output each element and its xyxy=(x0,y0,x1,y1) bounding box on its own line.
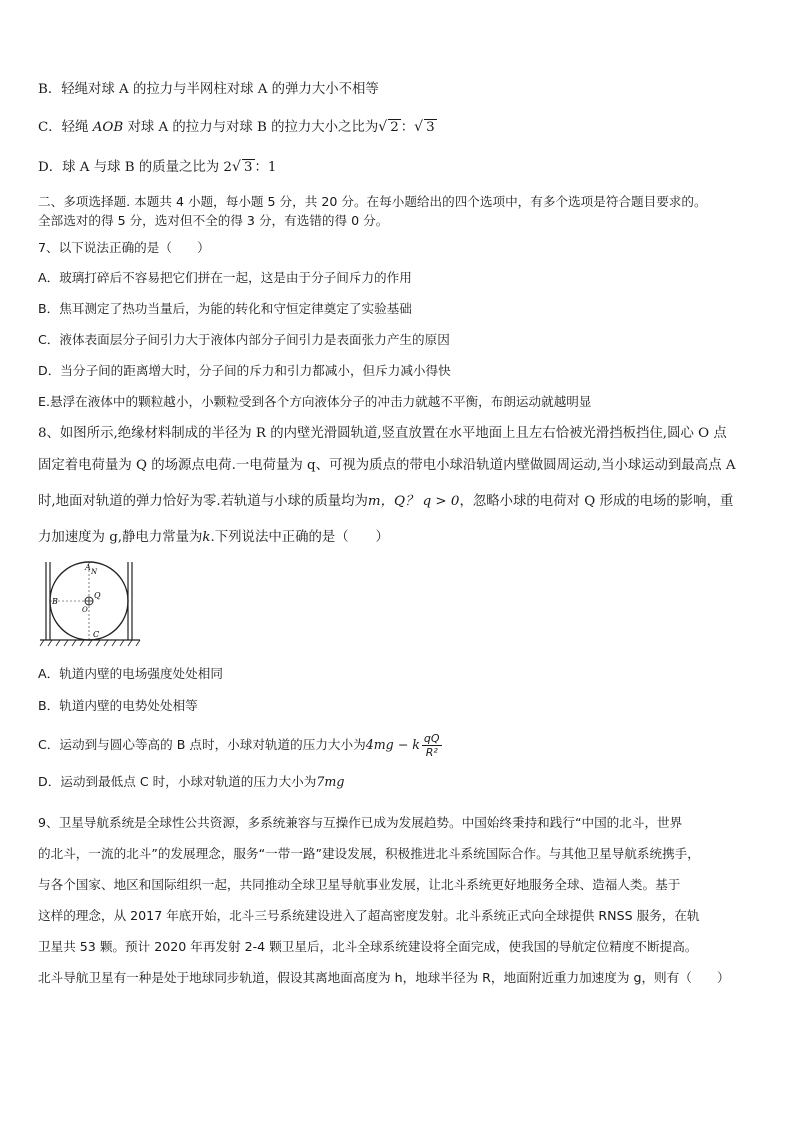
q8-stem-line2: 固定着电荷量为 Q 的场源点电荷.一电荷量为 q、可视为质点的带电小球沿轨道内壁做圆周运动,当小球运动到最高点 A xyxy=(38,458,736,473)
q8-option-c xyxy=(38,732,444,759)
q8-k-symbol: k xyxy=(202,530,211,545)
q6-option-d xyxy=(38,158,276,178)
q7-option-e: E.悬浮在液体中的颗粒越小，小颗粒受到各个方向液体分子的冲击力就越不平衡，布朗运动就越明显 xyxy=(38,394,592,409)
q7-option-c: C．液体表面层分子间引力大于液体内部分子间引力是表面张力产生的原因 xyxy=(38,332,450,347)
sqrt-2: √ 2 xyxy=(378,118,401,138)
q8-option-d-text: D．运动到最低点 C 时，小球对轨道的压力大小为 xyxy=(38,774,317,789)
q6-option-b: B．轻绳对球 A 的拉力与半网柱对球 A 的弹力大小不相等 xyxy=(38,82,379,97)
q9-stem-line6: 北斗导航卫星有一种是处于地球同步轨道，假设其离地面高度为 h，地球半径为 R，地面附近重力加速度为 g，则有（ ） xyxy=(38,970,730,985)
ratio-separator: ： xyxy=(400,120,415,135)
sqrt-3-d: √ 3 xyxy=(232,158,255,178)
q9-stem-line2: 的北斗，一流的北斗”的发展理念，服务“一带一路”建设发展，积极推进北斗系统国际合作。与其他卫星导航系统携手， xyxy=(38,846,700,861)
q8-option-a: A．轨道内壁的电场强度处处相同 xyxy=(38,666,223,681)
label-a: A xyxy=(85,563,91,572)
q7-stem: 7、以下说法正确的是（ ） xyxy=(38,240,210,255)
q8-stem-line3 xyxy=(38,492,733,512)
q9-stem-line5: 卫星共 53 颗。预计 2020 年再发射 2-4 颗卫星后，北斗全球系统建设将全面完成，使我国的导航定位精度不断提高。 xyxy=(38,939,698,954)
q6-option-c-text: 对球 A 的拉力与对球 B 的拉力大小之比为 xyxy=(123,120,379,135)
q9-stem-line4: 这样的理念，从 2017 年底开始，北斗三号系统建设进入了超高密度发射。北斗系统正式向全球提供 RNSS 服务，在轨 xyxy=(38,908,700,923)
label-c: C xyxy=(93,630,100,639)
q8-option-d-formula: 7mg xyxy=(316,774,345,789)
q8-line3-text: 时,地面对轨道的弹力恰好为零.若轨道与小球的质量均为 xyxy=(38,494,368,509)
circular-track-figure xyxy=(38,558,148,652)
q8-stem-line1: 8、如图所示,绝缘材料制成的半径为 R 的内壁光滑圆轨道,竖直放置在水平地面上且左右恰被光滑挡板挡住,圆心 O 点 xyxy=(38,426,727,441)
q6-option-d-suffix: ：1 xyxy=(254,160,277,175)
section-2-heading: 二、多项选择题. 本题共 4 小题，每小题 5 分，共 20 分。在每小题给出的四个选项中，有多个选项是符合题目要求的。 xyxy=(38,194,707,209)
q8-option-c-fraction: $\frac{qQ}{\text{R²}}$ xyxy=(423,732,440,759)
q8-stem-line4 xyxy=(38,528,389,548)
q6-option-d-prefix: D．球 A 与球 B 的质量之比为 2 xyxy=(38,160,232,175)
q8-line3-tail: ，忽略小球的电荷对 Q 形成的电场的影响，重 xyxy=(459,494,734,509)
q6-option-c-prefix: C．轻绳 xyxy=(38,120,93,135)
label-q: Q xyxy=(94,591,101,600)
q8-option-c-text: C．运动到与圆心等高的 B 点时，小球对轨道的压力大小为 xyxy=(38,737,366,752)
section-2-instructions: 全部选对的得 5 分，选对但不全的得 3 分，有选错的得 0 分。 xyxy=(38,213,389,228)
label-n: N xyxy=(91,568,98,576)
q9-stem-line3: 与各个国家、地区和国际组织一起，共同推动全球卫星导航事业发展，让北斗系统更好地服务全球、造福人类。基于 xyxy=(38,877,681,892)
q9-stem-line1: 9、卫星导航系统是全球性公共资源，多系统兼容与互操作已成为发展趋势。中国始终秉持和践行“中国的北斗，世界 xyxy=(38,815,683,830)
q8-line4-tail: .下列说法中正确的是（ ） xyxy=(210,530,389,545)
q6-aob-label: AOB xyxy=(92,120,124,135)
label-b: B xyxy=(52,597,58,606)
q7-option-b: B．焦耳测定了热功当量后，为能的转化和守恒定律奠定了实验基础 xyxy=(38,301,412,316)
q6-option-c xyxy=(38,118,437,138)
q8-option-c-formula: 4mg − k xyxy=(365,737,420,752)
ground-hatching xyxy=(40,640,140,646)
sqrt-3: √ 3 xyxy=(414,118,437,138)
q7-option-d: D．当分子间的距离增大时，分子间的斥力和引力都减小，但斥力减小得快 xyxy=(38,363,451,378)
q8-line4-text: 力加速度为 g,静电力常量为 xyxy=(38,530,203,545)
q8-option-d xyxy=(38,772,344,792)
q7-option-a: A．玻璃打碎后不容易把它们拼在一起，这是由于分子间斥力的作用 xyxy=(38,270,412,285)
label-o: O xyxy=(82,606,88,614)
q8-condition-math: m，Q？ q > 0 xyxy=(367,494,460,509)
q8-option-b: B．轨道内壁的电势处处相等 xyxy=(38,698,198,713)
